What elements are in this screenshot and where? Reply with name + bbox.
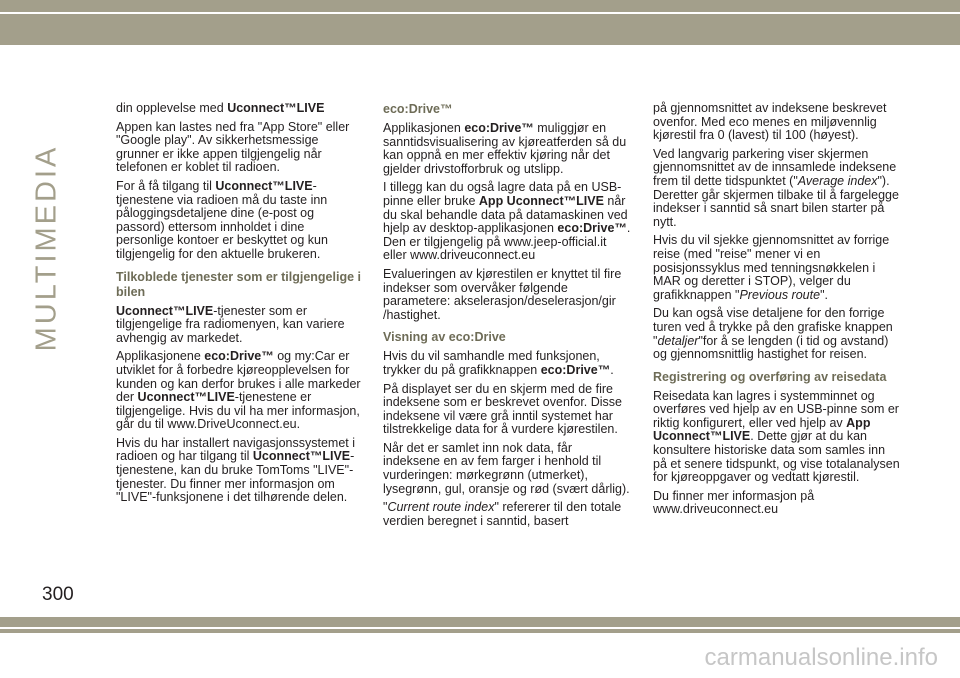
header-band [0, 0, 960, 90]
paragraph: Reisedata kan lagres i systemminnet og overføres ved hjelp av en USB-pinne som er riktig konfigurert, eller ved hjelp av App Uconnect™LIVE. Dette gjør at du kan konsultere historiske data som samles inn på et senere tidspunkt, og vise totalanalysen for kjøreoppgaver og vedtatt kjørestil. [653, 388, 900, 485]
text-column-1 [116, 102, 364, 510]
section-side-label: MULTIMEDIA [30, 144, 63, 352]
paragraph: I tillegg kan du også lagre data på en USB-pinne eller bruke App Uconnect™LIVE når du skal behandle data på datamaskinen ved hjelp av desktop-applikasjonen eco:Drive™. Den er tilgjengelig på www.jeep-official.it eller www.driveuconnect.eu [383, 180, 631, 263]
paragraph: på gjennomsnittet av indeksene beskrevet ovenfor. Med eco menes en miljøvennlig kjørestil fra 0 (lavest) til 100 (høyest). [653, 101, 887, 143]
paragraph: Du finner mer informasjon på www.driveuconnect.eu [653, 488, 815, 517]
text-column-2 [383, 102, 631, 533]
paragraph: Når det er samlet inn nok data, får indeksene en av fem farger i henhold til vurderingen: mørkegrønn (utmerket), lysegrønn, gul, oransje og rød (svært dårlig). [383, 440, 630, 496]
paragraph: Uconnect™LIVE-tjenester som er tilgjengelige fra radiomenyen, kan variere avhengig av markedet. [116, 303, 345, 345]
section-heading: Tilkoblede tjenester som er tilgjengelige i bilen [116, 269, 361, 299]
paragraph: din opplevelse med Uconnect™LIVE [116, 101, 325, 115]
paragraph: Du kan også vise detaljene for den forrige turen ved å trykke på den grafiske knappen "detaljer"for å se lengden (i tid og avstand) og gjennomsnittlig hastighet for reisen. [653, 306, 893, 362]
paragraph: Hvis du vil samhandle med funksjonen, trykker du på grafikknappen eco:Drive™. [383, 349, 614, 377]
paragraph: På displayet ser du en skjerm med de fire indeksene som er beskrevet ovenfor. Disse indeksene vil være grå inntil systemet har tilstrekkelige data for å vurdere kjørestilen. [383, 381, 623, 437]
section-heading: Registrering og overføring av reisedata [653, 369, 887, 384]
paragraph: "Current route index" refererer til den totale verdien beregnet i sanntid, basert [383, 500, 622, 528]
header-rule [0, 12, 960, 14]
paragraph: For å få tilgang til Uconnect™LIVE-tjenestene via radioen må du taste inn påloggingsdetaljene dine (e-post og passord) ettersom innholdet i dine personlige kontoer er beskyttet og kun tilgjengelig for den aktuelle brukeren. [116, 178, 328, 261]
section-heading: eco:Drive™ [383, 102, 453, 116]
watermark: carmanualsonline.info [704, 644, 938, 671]
header-strip [0, 45, 960, 90]
footer-rule [0, 627, 960, 629]
paragraph: Evalueringen av kjørestilen er knyttet til fire indekser som overvåker følgende parametere: akselerasjon/deselerasjon/gir /hastighet. [383, 266, 622, 322]
paragraph: Appen kan lastes ned fra "App Store" eller "Google play". Av sikkerhetsmessige grunner er ikke appen tilgjengelig når telefonen er koblet til radioen. [116, 119, 350, 175]
text-column-3 [653, 102, 901, 522]
paragraph: Hvis du har installert navigasjonssystemet i radioen og har tilgang til Uconnect™LIVE-tjenestene, kan du bruke TomToms "LIVE"-tjenester. Du finner mer informasjon om "LIVE"-funksjonene i det tilhørende delen. [116, 435, 355, 505]
section-heading: Visning av eco:Drive [383, 330, 506, 345]
paragraph: Applikasjonen eco:Drive™ muliggjør en sanntidsvisualisering av kjøreatferden så du kan oppnå en mer effektiv kjøring når det gjelder drivstofforbruk og utslipp. [383, 121, 627, 176]
paragraph: Applikasjonene eco:Drive™ og my:Car er utviklet for å forbedre kjøreopplevelsen for kunden og kan derfor brukes i alle markeder der Uconnect™LIVE-tjenestene er tilgjengelige. Hvis du vil ha mer informasjon, går du til www.DriveUconnect.eu. [116, 349, 361, 432]
paragraph: Hvis du vil sjekke gjennomsnittet av forrige reise (med "reise" mener vi en posisjonssyklus med tenningsnøkkelen i MAR og deretter i STOP), velger du grafikknappen "Previous route". [653, 233, 890, 302]
page-number: 300 [42, 584, 74, 605]
paragraph: Ved langvarig parkering viser skjermen gjennomsnittet av de innsamlede indeksene frem til dette tidspunktet ("Average index"). Deretter går skjermen tilbake til å fargelegge indekser i sanntid så snart bilen starter på nytt. [653, 146, 899, 229]
footer-band [0, 617, 960, 633]
